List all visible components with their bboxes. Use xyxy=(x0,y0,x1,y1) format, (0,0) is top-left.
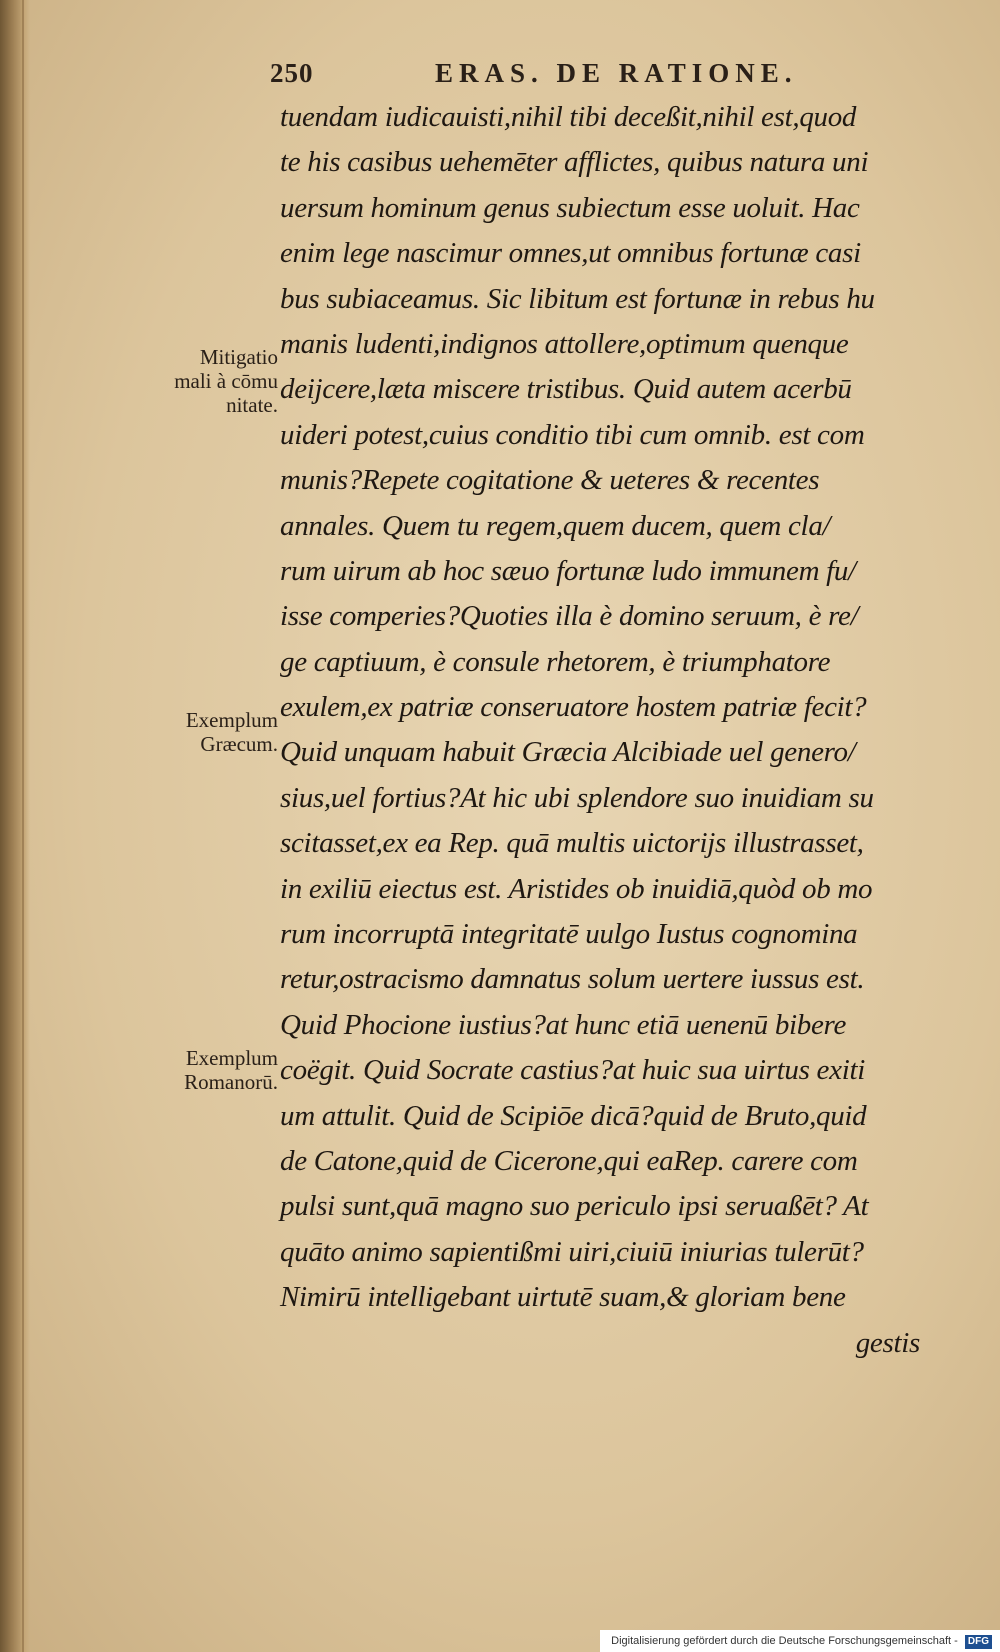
page-header xyxy=(270,58,900,92)
text-line: te his casibus uehemēter afflictes, quibus natura uni xyxy=(280,146,869,179)
digitization-credit xyxy=(600,1630,1000,1652)
text-line: tuendam iudicauisti,nihil tibi deceßit,nihil est,quod xyxy=(280,101,857,133)
margin-note-line: Exemplum xyxy=(185,1046,278,1070)
text-line: quāto animo sapientißmi uiri,ciuiū iniurias tulerūt? xyxy=(280,1235,864,1268)
text-line: enim lege nascimur omnes,ut omnibus fortunæ casi xyxy=(280,237,861,270)
text-line: annales. Quem tu regem,quem ducem, quem cla/ xyxy=(280,509,831,542)
running-head: ERAS. DE RATIONE. xyxy=(435,58,798,88)
binding-shadow-line xyxy=(22,0,24,1652)
text-line: coëgit. Quid Socrate castius?at huic sua uirtus exiti xyxy=(280,1054,865,1087)
text-line: rum incorruptā integritatē uulgo Iustus cognomina xyxy=(280,918,858,951)
text-line: ge captiuum, è consule rhetorem, è triumphatore xyxy=(280,645,831,678)
text-line: pulsi sunt,quā magno suo periculo ipsi seruaßēt? At xyxy=(280,1190,869,1223)
margin-note-line: Græcum. xyxy=(200,732,278,756)
text-line: sius,uel fortius?At hic ubi splendore suo inuidiam su xyxy=(280,781,874,814)
text-line: in exiliū eiectus est. Aristides ob inuidiā,quòd ob mo xyxy=(280,872,873,905)
text-line: bus subiaceamus. Sic libitum est fortunæ in rebus hu xyxy=(280,282,875,315)
margin-note-line: Romanorū. xyxy=(184,1070,278,1094)
text-line: isse comperies?Quoties illa è domino seruum, è re/ xyxy=(280,600,859,633)
catchword: gestis xyxy=(855,1326,920,1359)
text-line: rum uirum ab hoc sæuo fortunæ ludo immunem fu/ xyxy=(280,554,856,587)
dfg-logo: DFG xyxy=(965,1635,992,1649)
text-line: manis ludenti,indignos attollere,optimum quenque xyxy=(280,327,849,360)
text-line: Quid Phocione iustius?at hunc etiā uenenū bibere xyxy=(280,1008,847,1041)
margin-note-line: Exemplum xyxy=(185,708,278,732)
margin-note-line: nitate. xyxy=(226,393,278,417)
margin-note-mitigatio xyxy=(118,345,278,417)
text-line: exulem,ex patriæ conseruatore hostem patriæ fecit? xyxy=(280,691,867,724)
text-line: deijcere,læta miscere tristibus. Quid autem acerbū xyxy=(280,373,852,406)
body-text xyxy=(280,95,940,1366)
text-line: de Catone,quid de Cicerone,qui eaRep. carere com xyxy=(280,1144,858,1177)
margin-note-line: mali à cōmu xyxy=(174,369,278,393)
text-line: munis?Repete cogitatione & ueteres & recentes xyxy=(280,464,820,497)
text-line: retur,ostracismo damnatus solum uertere iussus est. xyxy=(280,963,865,996)
page-number: 250 xyxy=(270,58,314,88)
margin-note-romanorum xyxy=(118,1046,278,1094)
margin-note-line: Mitigatio xyxy=(199,345,278,369)
text-line: scitasset,ex ea Rep. quā multis uictorijs illustrasset, xyxy=(280,827,864,860)
text-line: Nimirū intelligebant uirtutē suam,& gloriam bene xyxy=(280,1281,846,1314)
book-binding-edge xyxy=(0,0,30,1652)
credit-text: Digitalisierung gefördert durch die Deutsche Forschungsgemeinschaft - xyxy=(611,1635,958,1647)
text-line: um attulit. Quid de Scipiōe dicā?quid de Bruto,quid xyxy=(280,1099,867,1132)
margin-note-graecum xyxy=(118,708,278,756)
text-line: Quid unquam habuit Græcia Alcibiade uel genero/ xyxy=(280,736,856,769)
text-line: uideri potest,cuius conditio tibi cum omnib. est com xyxy=(280,418,865,451)
text-line: uersum hominum genus subiectum esse uoluit. Hac xyxy=(280,191,860,224)
